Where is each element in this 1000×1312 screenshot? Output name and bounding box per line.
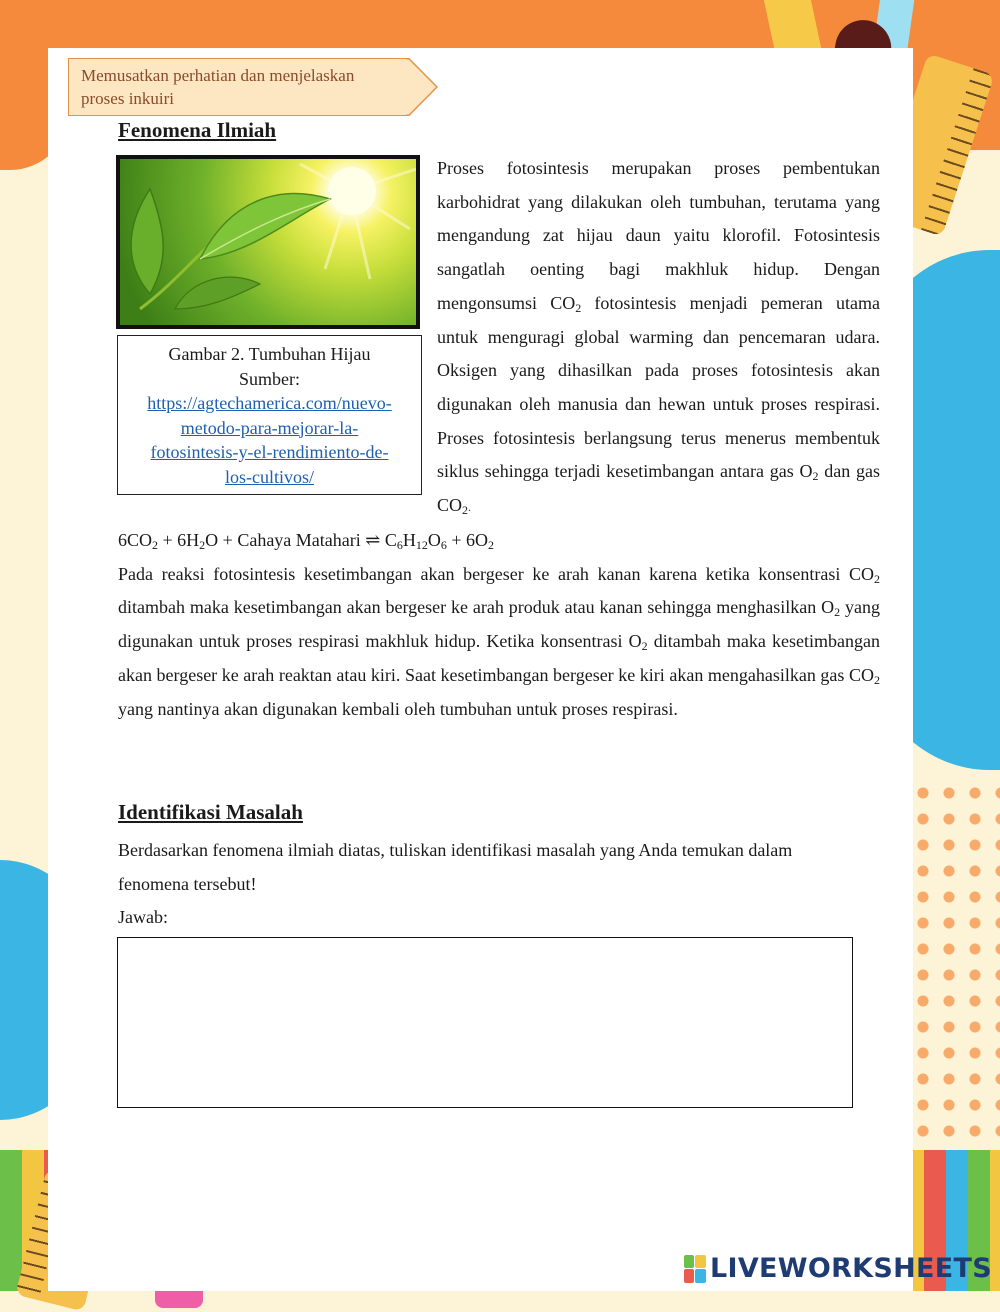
- caption-source-label: Sumber:: [239, 368, 300, 389]
- caption-link-line[interactable]: metodo-para-mejorar-la-: [180, 417, 359, 438]
- green-leaf-sunlight-photo: [116, 155, 420, 329]
- caption-link-line[interactable]: fotosintesis-y-el-rendimiento-de-: [150, 442, 389, 462]
- identifikasi-instruction: Berdasarkan fenomena ilmiah diatas, tuliskan identifikasi masalah yang Anda temukan dalam fenomena tersebut!: [118, 840, 793, 894]
- caption-link-line[interactable]: los-cultivos/: [225, 466, 314, 487]
- caption-title: Gambar 2. Tumbuhan Hijau: [168, 344, 371, 364]
- caption-source-link[interactable]: [118, 391, 421, 489]
- section-banner: [68, 58, 408, 116]
- heading-fenomena-ilmiah: Fenomena Ilmiah: [118, 118, 277, 142]
- banner-line-1: Memusatkan perhatian dan menjelaskan: [81, 66, 355, 85]
- banner-arrow-icon: [406, 58, 438, 116]
- liveworksheets-logo: [684, 1253, 992, 1284]
- banner-line-2: proses inkuiri: [81, 89, 175, 108]
- fenomena-paragraph: Proses fotosintesis merupakan proses pembentukan karbohidrat yang dilakukan oleh tumbuhan, terutama yang mengandung zat hijau daun yaitu klorofil. Fotosintesis sangatlah oenting bagi makhluk hidup. Dengan mengonsumsi $CO_2$ fotosintesis menjadi pemeran utama untuk menguragi global warming dan pencemaran udara. Oksigen yang dihasilkan pada proses fotosintesis akan digunakan oleh manusia dan hewan untuk proses respirasi. Proses fotosintesis berlangsung terus menerus membentuk siklus sehingga terjadi kesetimbangan antara gas $O_2$ dan gas $CO_2$.: [437, 158, 880, 518]
- equilibrium-paragraph: Pada reaksi fotosintesis kesetimbangan akan bergeser ke arah kanan karena ketika konsentrasi $CO_2$ ditambah maka kesetimbangan akan bergeser ke arah produk atau kanan sehingga menghasilkan $O_2$ yang digunakan untuk proses respirasi makhluk hidup. Ketika konsentrasi $O_2$ ditambah maka kesetimbangan akan bergeser ke arah reaktan atau kiri. Saat kesetimbangan bergeser ke kiri akan mengahasilkan gas $CO_2$ yang nantinya akan digunakan kembali oleh tumbuhan untuk proses respirasi.: [118, 563, 880, 719]
- caption-link-line[interactable]: https://agtechamerica.com/nuevo-: [147, 393, 392, 413]
- fenomena-description: [437, 152, 880, 525]
- figure-caption: [117, 335, 422, 495]
- answer-input-box[interactable]: [117, 937, 853, 1108]
- heading-identifikasi-masalah: Identifikasi Masalah: [118, 800, 303, 824]
- reaction-equation: $6CO_2 + 6H_2O$ + Cahaya Matahari ⇌ $C_6H_{12}O_6 + 6O_2$: [118, 530, 495, 552]
- background-dots: [910, 780, 1000, 1140]
- identifikasi-section: [118, 834, 858, 935]
- brand-name: LIVEWORKSHEETS: [709, 1253, 992, 1284]
- leaf-illustration: [120, 159, 416, 325]
- reaction-explanation: [118, 524, 880, 726]
- answer-label: Jawab:: [118, 907, 168, 928]
- liveworksheets-logo-icon: [684, 1255, 706, 1283]
